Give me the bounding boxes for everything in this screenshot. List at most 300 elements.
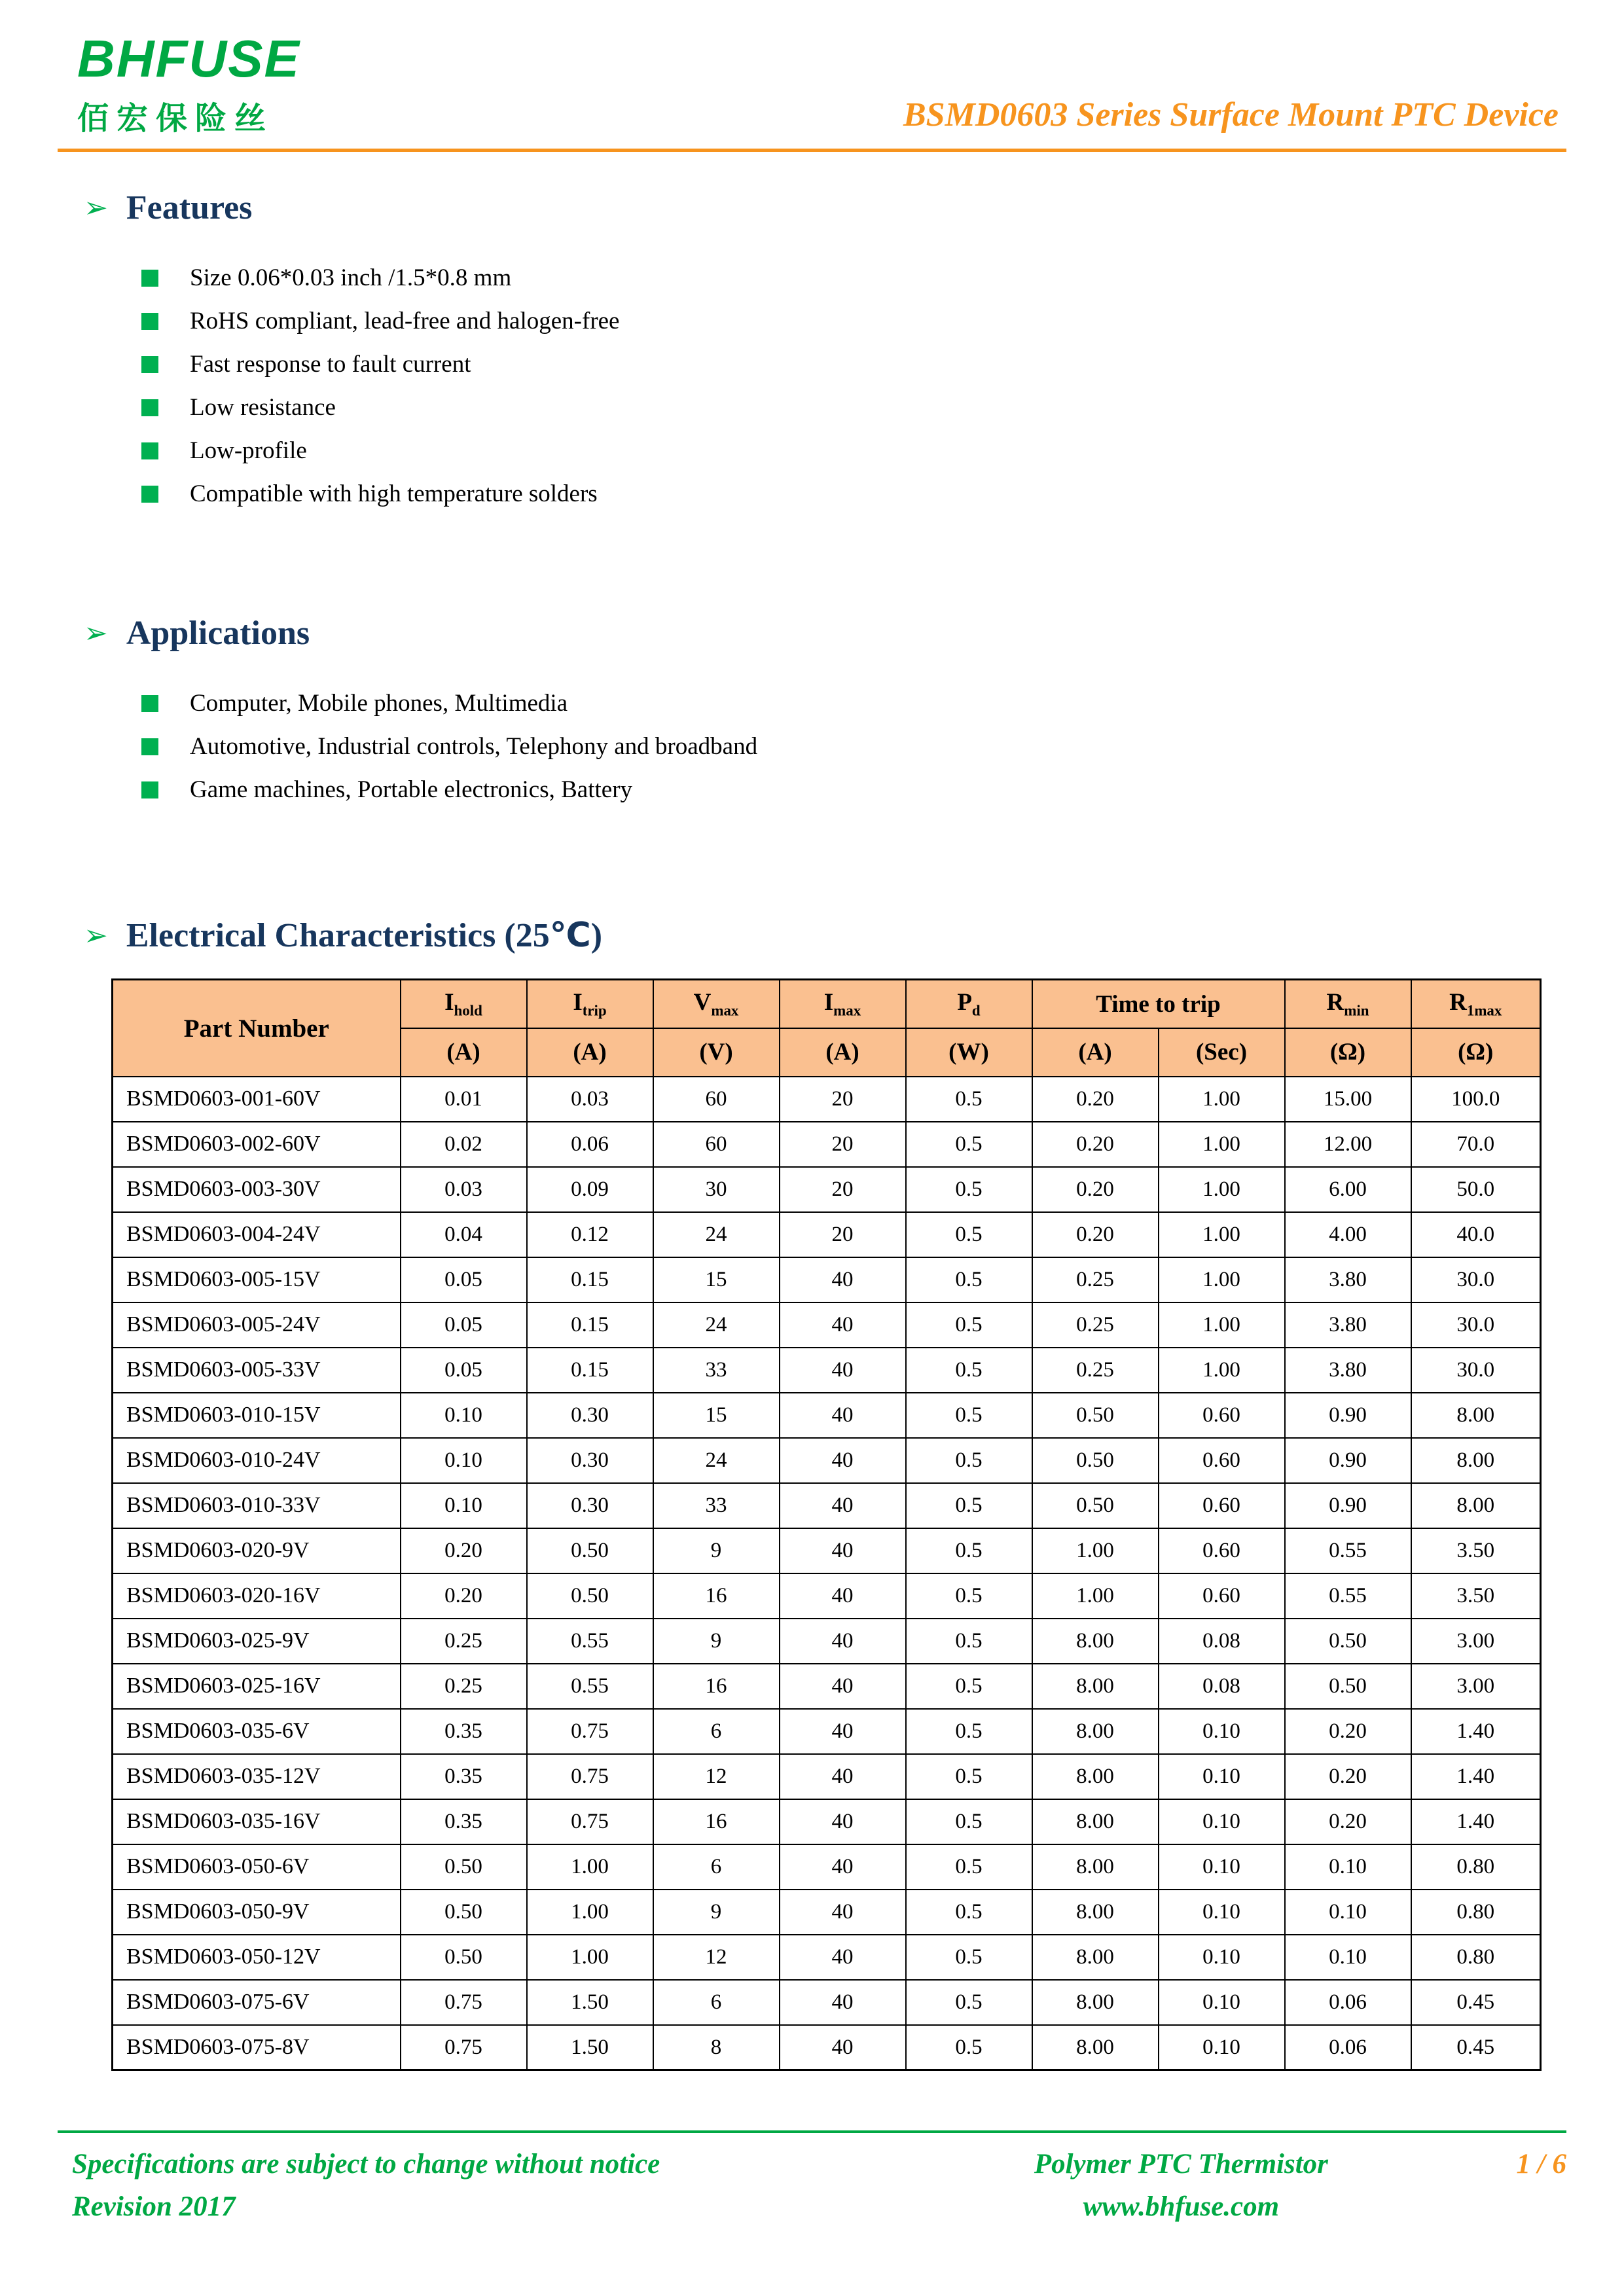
value-cell: 0.75 (401, 1980, 527, 2025)
value-cell: 0.5 (906, 1754, 1032, 1799)
footer-product-line: Polymer PTC Thermistor (1034, 2149, 1328, 2179)
footer-product (888, 2144, 1475, 2228)
value-cell: 60 (653, 1122, 780, 1167)
value-cell: 0.75 (527, 1799, 653, 1844)
part-number-cell: BSMD0603-050-12V (113, 1935, 401, 1980)
unit-header: (A) (527, 1028, 653, 1077)
value-cell: 1.40 (1411, 1754, 1541, 1799)
table-body (113, 1077, 1541, 2070)
unit-header: (Ω) (1411, 1028, 1541, 1077)
part-number-cell: BSMD0603-050-9V (113, 1890, 401, 1935)
value-cell: 1.00 (1159, 1167, 1285, 1212)
value-cell: 0.10 (401, 1393, 527, 1438)
value-cell: 0.20 (1285, 1754, 1411, 1799)
value-cell: 1.00 (1032, 1573, 1159, 1619)
value-cell: 0.55 (527, 1664, 653, 1709)
part-number-cell: BSMD0603-010-24V (113, 1438, 401, 1483)
list-item (141, 300, 1540, 343)
value-cell: 1.00 (527, 1890, 653, 1935)
value-cell: 8.00 (1411, 1483, 1541, 1528)
value-cell: 8.00 (1032, 1844, 1159, 1890)
table-row (113, 1438, 1541, 1483)
value-cell: 0.5 (906, 1709, 1032, 1754)
value-cell: 40 (780, 1935, 906, 1980)
value-cell: 20 (780, 1122, 906, 1167)
value-cell: 8.00 (1032, 1799, 1159, 1844)
square-bullet-icon (141, 486, 158, 503)
value-cell: 0.90 (1285, 1393, 1411, 1438)
value-cell: 0.05 (401, 1257, 527, 1302)
table-row (113, 1528, 1541, 1573)
value-cell: 9 (653, 1890, 780, 1935)
value-cell: 0.30 (527, 1483, 653, 1528)
value-cell: 8.00 (1411, 1393, 1541, 1438)
document-title: BSMD0603 Series Surface Mount PTC Device (903, 96, 1559, 134)
section-heading-text: Applications (126, 614, 310, 652)
value-cell: 1.50 (527, 2025, 653, 2070)
value-cell: 0.20 (1032, 1212, 1159, 1257)
value-cell: 8.00 (1032, 1619, 1159, 1664)
value-cell: 40 (780, 1664, 906, 1709)
list-item-text: Fast response to fault current (190, 351, 471, 378)
value-cell: 0.10 (1159, 1890, 1285, 1935)
value-cell: 0.5 (906, 1573, 1032, 1619)
value-cell: 40 (780, 1348, 906, 1393)
list-item (141, 768, 1540, 812)
value-cell: 0.5 (906, 1799, 1032, 1844)
value-cell: 0.5 (906, 1257, 1032, 1302)
value-cell: 0.5 (906, 1890, 1032, 1935)
value-cell: 0.75 (401, 2025, 527, 2070)
table-row (113, 1709, 1541, 1754)
value-cell: 0.20 (1285, 1709, 1411, 1754)
value-cell: 0.50 (1032, 1483, 1159, 1528)
column-header: $R_{min}$ (1285, 980, 1411, 1028)
value-cell: 0.5 (906, 1664, 1032, 1709)
value-cell: 6 (653, 1709, 780, 1754)
list-item-text: Low resistance (190, 394, 336, 422)
value-cell: 15 (653, 1393, 780, 1438)
list-item (141, 682, 1540, 725)
value-cell: 0.60 (1159, 1573, 1285, 1619)
list-item (141, 343, 1540, 386)
value-cell: 0.50 (401, 1890, 527, 1935)
value-cell: 0.60 (1159, 1483, 1285, 1528)
value-cell: 16 (653, 1573, 780, 1619)
value-cell: 1.00 (527, 1844, 653, 1890)
section-heading-text: Features (126, 189, 253, 226)
list-item-text: Computer, Mobile phones, Multimedia (190, 690, 568, 717)
bhfuse-logo (77, 31, 300, 138)
value-cell: 0.50 (1032, 1438, 1159, 1483)
value-cell: 8.00 (1032, 1980, 1159, 2025)
section-heading-electrical (84, 916, 1540, 956)
column-header-time-to-trip: Time to trip (1032, 980, 1285, 1028)
value-cell: 0.20 (1032, 1077, 1159, 1122)
value-cell: 40 (780, 1438, 906, 1483)
value-cell: 20 (780, 1167, 906, 1212)
value-cell: 1.00 (1159, 1077, 1285, 1122)
square-bullet-icon (141, 313, 158, 330)
value-cell: 3.80 (1285, 1348, 1411, 1393)
value-cell: 3.80 (1285, 1257, 1411, 1302)
value-cell: 1.00 (1032, 1528, 1159, 1573)
value-cell: 9 (653, 1528, 780, 1573)
column-header: $V_{max}$ (653, 980, 780, 1028)
value-cell: 0.15 (527, 1257, 653, 1302)
column-header: $R_{1max}$ (1411, 980, 1541, 1028)
value-cell: 0.15 (527, 1348, 653, 1393)
unit-header: (A) (780, 1028, 906, 1077)
list-item-text: Automotive, Industrial controls, Telephony and broadband (190, 733, 758, 761)
table-head (113, 980, 1541, 1077)
list-item (141, 429, 1540, 473)
unit-header: (Ω) (1285, 1028, 1411, 1077)
value-cell: 0.5 (906, 1393, 1032, 1438)
value-cell: 0.35 (401, 1799, 527, 1844)
part-number-cell: BSMD0603-005-24V (113, 1302, 401, 1348)
value-cell: 0.5 (906, 1077, 1032, 1122)
value-cell: 24 (653, 1438, 780, 1483)
footer-notice-line: Specifications are subject to change without notice (72, 2149, 660, 2179)
value-cell: 12.00 (1285, 1122, 1411, 1167)
value-cell: 6 (653, 1844, 780, 1890)
unit-header: (A) (1032, 1028, 1159, 1077)
value-cell: 0.50 (527, 1528, 653, 1573)
value-cell: 15 (653, 1257, 780, 1302)
value-cell: 40 (780, 1483, 906, 1528)
footer-revision: Revision 2017 (72, 2191, 236, 2222)
square-bullet-icon (141, 442, 158, 459)
value-cell: 0.80 (1411, 1935, 1541, 1980)
part-number-cell: BSMD0603-075-6V (113, 1980, 401, 2025)
value-cell: 0.06 (1285, 1980, 1411, 2025)
table-row (113, 1619, 1541, 1664)
value-cell: 1.40 (1411, 1709, 1541, 1754)
value-cell: 40 (780, 2025, 906, 2070)
square-bullet-icon (141, 781, 158, 798)
website-link[interactable]: www.bhfuse.com (1083, 2191, 1280, 2222)
value-cell: 40 (780, 1980, 906, 2025)
value-cell: 0.20 (1032, 1122, 1159, 1167)
value-cell: 40 (780, 1754, 906, 1799)
applications-list (141, 682, 1540, 812)
value-cell: 0.10 (1285, 1935, 1411, 1980)
table-row (113, 1212, 1541, 1257)
value-cell: 40 (780, 1799, 906, 1844)
value-cell: 24 (653, 1302, 780, 1348)
value-cell: 70.0 (1411, 1122, 1541, 1167)
table-row (113, 1664, 1541, 1709)
part-number-cell: BSMD0603-004-24V (113, 1212, 401, 1257)
value-cell: 0.75 (527, 1709, 653, 1754)
part-number-cell: BSMD0603-010-33V (113, 1483, 401, 1528)
value-cell: 33 (653, 1483, 780, 1528)
value-cell: 1.00 (1159, 1212, 1285, 1257)
value-cell: 0.5 (906, 1935, 1032, 1980)
unit-header: (W) (906, 1028, 1032, 1077)
value-cell: 0.25 (1032, 1257, 1159, 1302)
features-list (141, 257, 1540, 516)
unit-header: (A) (401, 1028, 527, 1077)
value-cell: 0.20 (1285, 1799, 1411, 1844)
section-heading-features (84, 188, 1540, 228)
value-cell: 16 (653, 1664, 780, 1709)
value-cell: 0.10 (1285, 1844, 1411, 1890)
value-cell: 0.60 (1159, 1393, 1285, 1438)
column-header: $I_{hold}$ (401, 980, 527, 1028)
value-cell: 0.10 (1159, 1980, 1285, 2025)
electrical-characteristics-table (111, 978, 1542, 2071)
value-cell: 3.00 (1411, 1619, 1541, 1664)
unit-header: (Sec) (1159, 1028, 1285, 1077)
part-number-cell: BSMD0603-005-33V (113, 1348, 401, 1393)
value-cell: 0.10 (1159, 1935, 1285, 1980)
table-row (113, 1167, 1541, 1212)
value-cell: 40.0 (1411, 1212, 1541, 1257)
value-cell: 0.5 (906, 1483, 1032, 1528)
value-cell: 0.10 (401, 1483, 527, 1528)
value-cell: 0.55 (1285, 1528, 1411, 1573)
table-row (113, 1393, 1541, 1438)
value-cell: 15.00 (1285, 1077, 1411, 1122)
value-cell: 0.25 (1032, 1302, 1159, 1348)
value-cell: 0.10 (1159, 1799, 1285, 1844)
value-cell: 0.10 (401, 1438, 527, 1483)
value-cell: 40 (780, 1393, 906, 1438)
value-cell: 1.50 (527, 1980, 653, 2025)
column-header-part-number: Part Number (113, 980, 401, 1077)
square-bullet-icon (141, 738, 158, 755)
value-cell: 0.30 (527, 1438, 653, 1483)
value-cell: 0.05 (401, 1302, 527, 1348)
value-cell: 0.55 (1285, 1573, 1411, 1619)
square-bullet-icon (141, 270, 158, 287)
part-number-cell: BSMD0603-025-9V (113, 1619, 401, 1664)
value-cell: 6.00 (1285, 1167, 1411, 1212)
value-cell: 0.10 (1285, 1890, 1411, 1935)
value-cell: 100.0 (1411, 1077, 1541, 1122)
part-number-cell: BSMD0603-025-16V (113, 1664, 401, 1709)
value-cell: 0.06 (527, 1122, 653, 1167)
table-row (113, 1799, 1541, 1844)
part-number-cell: BSMD0603-002-60V (113, 1122, 401, 1167)
features-section (84, 188, 1540, 516)
value-cell: 30.0 (1411, 1348, 1541, 1393)
value-cell: 0.01 (401, 1077, 527, 1122)
value-cell: 0.06 (1285, 2025, 1411, 2070)
value-cell: 0.09 (527, 1167, 653, 1212)
value-cell: 0.20 (401, 1573, 527, 1619)
table-row (113, 1980, 1541, 2025)
logo-chinese-subtitle: 佰宏保险丝 (77, 100, 274, 137)
table-row (113, 1573, 1541, 1619)
list-item-text: Size 0.06*0.03 inch /1.5*0.8 mm (190, 264, 512, 292)
part-number-cell: BSMD0603-035-12V (113, 1754, 401, 1799)
value-cell: 0.08 (1159, 1664, 1285, 1709)
value-cell: 40 (780, 1709, 906, 1754)
value-cell: 8.00 (1411, 1438, 1541, 1483)
value-cell: 3.00 (1411, 1664, 1541, 1709)
value-cell: 0.60 (1159, 1438, 1285, 1483)
part-number-cell: BSMD0603-001-60V (113, 1077, 401, 1122)
value-cell: 8.00 (1032, 1709, 1159, 1754)
value-cell: 0.10 (1159, 1754, 1285, 1799)
column-header: $I_{max}$ (780, 980, 906, 1028)
value-cell: 3.50 (1411, 1528, 1541, 1573)
value-cell: 30.0 (1411, 1257, 1541, 1302)
value-cell: 40 (780, 1619, 906, 1664)
value-cell: 1.00 (1159, 1348, 1285, 1393)
value-cell: 60 (653, 1077, 780, 1122)
footer-notice (58, 2144, 888, 2228)
header-divider (58, 149, 1566, 152)
square-bullet-icon (141, 399, 158, 416)
value-cell: 0.90 (1285, 1483, 1411, 1528)
value-cell: 20 (780, 1077, 906, 1122)
value-cell: 40 (780, 1528, 906, 1573)
value-cell: 12 (653, 1935, 780, 1980)
square-bullet-icon (141, 695, 158, 712)
value-cell: 0.50 (401, 1935, 527, 1980)
value-cell: 0.5 (906, 1348, 1032, 1393)
value-cell: 0.5 (906, 1528, 1032, 1573)
value-cell: 8.00 (1032, 1664, 1159, 1709)
list-item (141, 725, 1540, 768)
value-cell: 0.90 (1285, 1438, 1411, 1483)
value-cell: 1.00 (527, 1935, 653, 1980)
table-row (113, 1844, 1541, 1890)
column-header: $I_{trip}$ (527, 980, 653, 1028)
value-cell: 0.50 (1285, 1619, 1411, 1664)
value-cell: 0.10 (1159, 1709, 1285, 1754)
value-cell: 8.00 (1032, 1754, 1159, 1799)
value-cell: 1.40 (1411, 1799, 1541, 1844)
table-row (113, 1890, 1541, 1935)
value-cell: 30.0 (1411, 1302, 1541, 1348)
value-cell: 0.08 (1159, 1619, 1285, 1664)
part-number-cell: BSMD0603-075-8V (113, 2025, 401, 2070)
value-cell: 0.25 (1032, 1348, 1159, 1393)
value-cell: 0.5 (906, 1619, 1032, 1664)
table-row (113, 1483, 1541, 1528)
table-row (113, 1935, 1541, 1980)
value-cell: 0.03 (401, 1167, 527, 1212)
value-cell: 0.12 (527, 1212, 653, 1257)
value-cell: 0.5 (906, 1844, 1032, 1890)
table-row (113, 1754, 1541, 1799)
value-cell: 0.75 (527, 1754, 653, 1799)
value-cell: 40 (780, 1257, 906, 1302)
value-cell: 9 (653, 1619, 780, 1664)
value-cell: 1.00 (1159, 1122, 1285, 1167)
value-cell: 0.80 (1411, 1844, 1541, 1890)
list-item-text: Low-profile (190, 437, 307, 465)
list-item-text: Game machines, Portable electronics, Battery (190, 776, 633, 804)
value-cell: 40 (780, 1302, 906, 1348)
value-cell: 0.50 (401, 1844, 527, 1890)
value-cell: 0.5 (906, 1212, 1032, 1257)
value-cell: 8.00 (1032, 1935, 1159, 1980)
value-cell: 0.50 (1285, 1664, 1411, 1709)
value-cell: 40 (780, 1844, 906, 1890)
value-cell: 24 (653, 1212, 780, 1257)
square-bullet-icon (141, 356, 158, 373)
value-cell: 0.5 (906, 1167, 1032, 1212)
value-cell: 8.00 (1032, 2025, 1159, 2070)
value-cell: 30 (653, 1167, 780, 1212)
value-cell: 8 (653, 2025, 780, 2070)
value-cell: 12 (653, 1754, 780, 1799)
applications-section (84, 614, 1540, 812)
page-number: 1 / 6 (1516, 2149, 1566, 2179)
value-cell: 1.00 (1159, 1257, 1285, 1302)
value-cell: 50.0 (1411, 1167, 1541, 1212)
unit-header: (V) (653, 1028, 780, 1077)
list-item (141, 386, 1540, 429)
arrow-bullet-icon: ➢ (84, 616, 108, 650)
part-number-cell: BSMD0603-035-6V (113, 1709, 401, 1754)
arrow-bullet-icon: ➢ (84, 918, 108, 952)
value-cell: 0.30 (527, 1393, 653, 1438)
table-row (113, 1077, 1541, 1122)
list-item (141, 257, 1540, 300)
value-cell: 0.55 (527, 1619, 653, 1664)
page-header (0, 0, 1624, 145)
page-footer (58, 2130, 1566, 2228)
value-cell: 0.05 (401, 1348, 527, 1393)
section-heading-applications (84, 614, 1540, 653)
value-cell: 20 (780, 1212, 906, 1257)
value-cell: 6 (653, 1980, 780, 2025)
value-cell: 0.15 (527, 1302, 653, 1348)
value-cell: 0.20 (1032, 1167, 1159, 1212)
value-cell: 0.03 (527, 1077, 653, 1122)
part-number-cell: BSMD0603-050-6V (113, 1844, 401, 1890)
list-item-text: Compatible with high temperature solders (190, 480, 598, 508)
part-number-cell: BSMD0603-010-15V (113, 1393, 401, 1438)
part-number-cell: BSMD0603-003-30V (113, 1167, 401, 1212)
value-cell: 0.50 (527, 1573, 653, 1619)
value-cell: 0.5 (906, 2025, 1032, 2070)
part-number-cell: BSMD0603-020-16V (113, 1573, 401, 1619)
value-cell: 0.35 (401, 1754, 527, 1799)
value-cell: 0.5 (906, 1438, 1032, 1483)
part-number-cell: BSMD0603-020-9V (113, 1528, 401, 1573)
value-cell: 0.5 (906, 1980, 1032, 2025)
value-cell: 0.10 (1159, 1844, 1285, 1890)
arrow-bullet-icon: ➢ (84, 191, 108, 224)
electrical-characteristics-section (84, 916, 1540, 2072)
table-row (113, 2025, 1541, 2070)
part-number-cell: BSMD0603-005-15V (113, 1257, 401, 1302)
value-cell: 0.25 (401, 1619, 527, 1664)
section-heading-text: Electrical Characteristics (25℃) (126, 916, 603, 954)
column-header: $P_d$ (906, 980, 1032, 1028)
value-cell: 0.20 (401, 1528, 527, 1573)
value-cell: 0.10 (1159, 2025, 1285, 2070)
value-cell: 0.60 (1159, 1528, 1285, 1573)
list-item-text: RoHS compliant, lead-free and halogen-free (190, 308, 620, 335)
value-cell: 3.80 (1285, 1302, 1411, 1348)
value-cell: 0.25 (401, 1664, 527, 1709)
value-cell: 4.00 (1285, 1212, 1411, 1257)
value-cell: 0.45 (1411, 2025, 1541, 2070)
value-cell: 0.04 (401, 1212, 527, 1257)
table-row (113, 1302, 1541, 1348)
table-row (113, 1348, 1541, 1393)
value-cell: 8.00 (1032, 1890, 1159, 1935)
